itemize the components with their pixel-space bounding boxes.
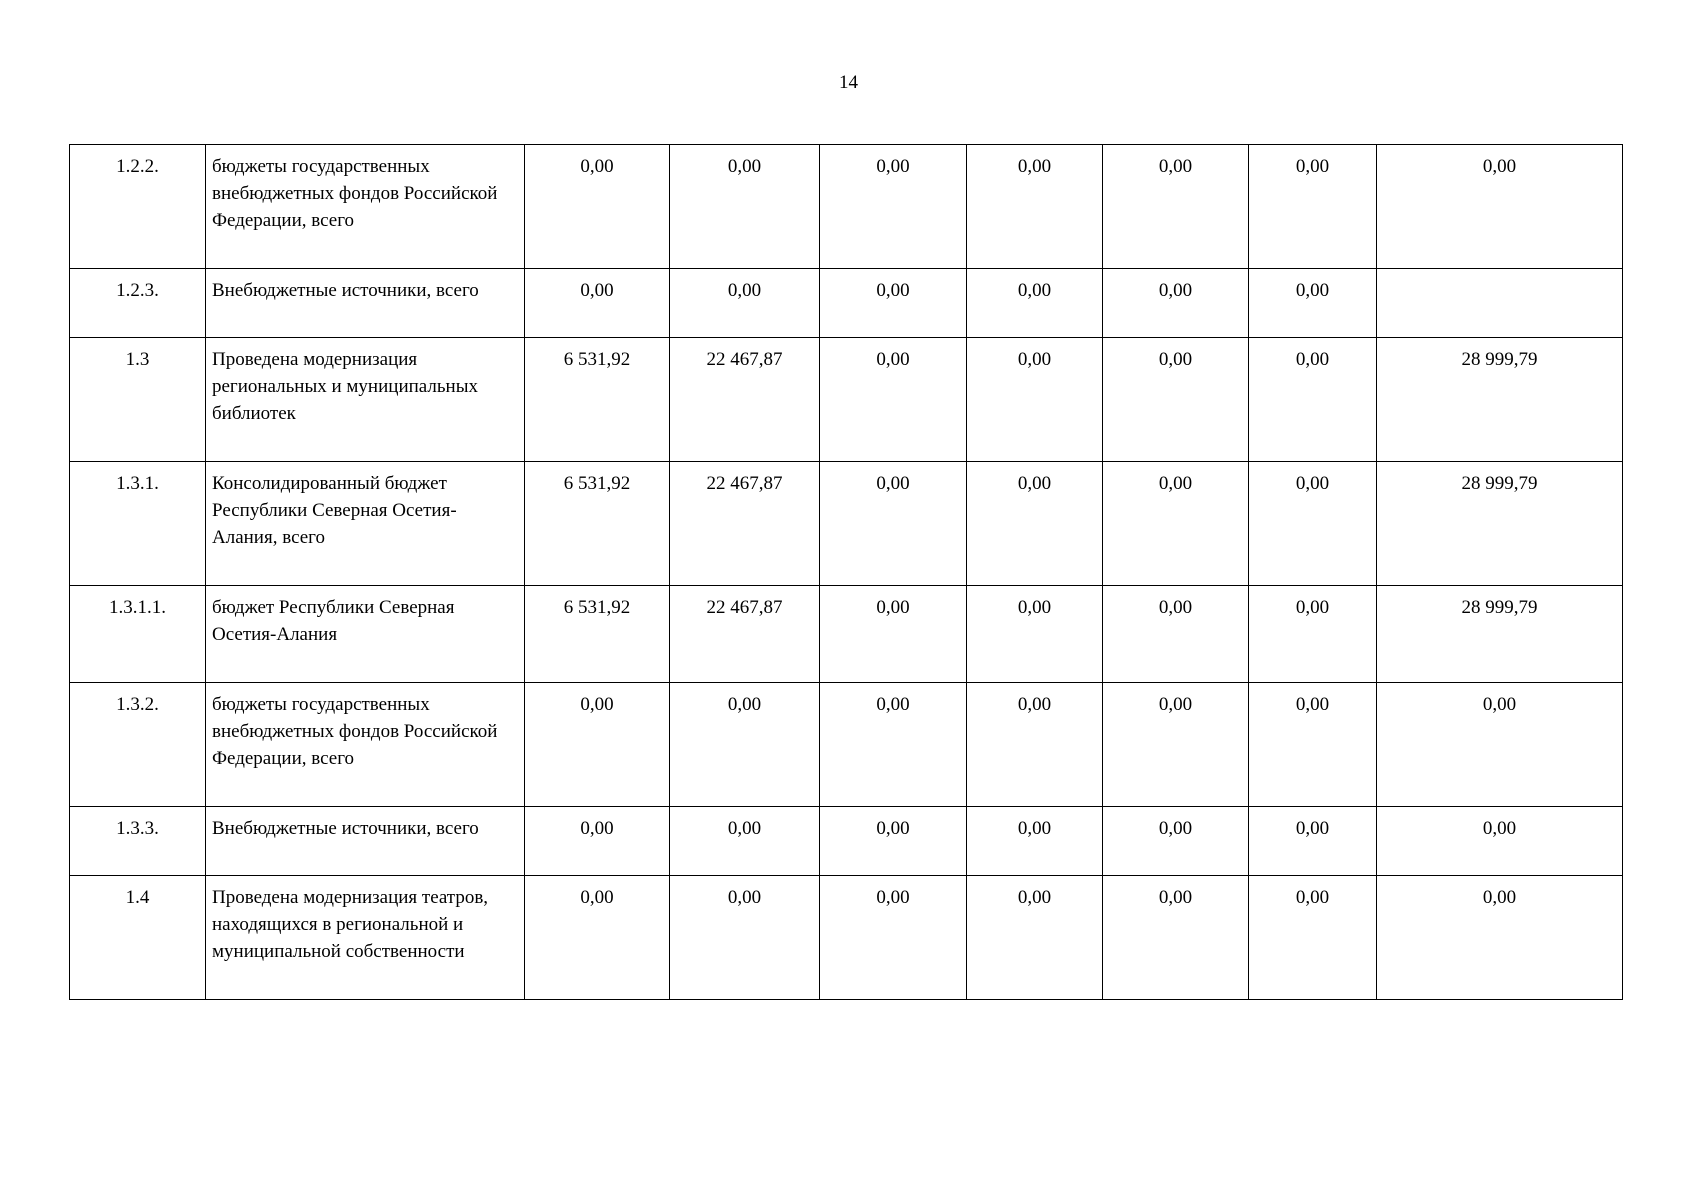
row-number: 1.3.2. — [70, 683, 206, 807]
value-cell: 0,00 — [967, 586, 1103, 683]
row-name: бюджеты государственных внебюджетных фондов Российской Федерации, всего — [206, 145, 525, 269]
row-number: 1.3.1.1. — [70, 586, 206, 683]
value-cell: 0,00 — [525, 876, 670, 1000]
row-number: 1.3 — [70, 338, 206, 462]
value-cell — [1377, 269, 1623, 338]
value-cell: 0,00 — [1249, 338, 1377, 462]
row-name: Проведена модернизация региональных и муниципальных библиотек — [206, 338, 525, 462]
value-cell: 0,00 — [967, 462, 1103, 586]
value-cell: 0,00 — [820, 683, 967, 807]
value-cell: 0,00 — [525, 269, 670, 338]
row-number: 1.2.3. — [70, 269, 206, 338]
value-cell: 0,00 — [967, 807, 1103, 876]
value-cell: 0,00 — [1103, 586, 1249, 683]
value-cell: 0,00 — [1103, 269, 1249, 338]
table-row — [70, 269, 1623, 338]
row-number: 1.3.1. — [70, 462, 206, 586]
value-cell: 28 999,79 — [1377, 462, 1623, 586]
value-cell: 0,00 — [1103, 876, 1249, 1000]
value-cell: 0,00 — [1249, 683, 1377, 807]
row-name: Проведена модернизация театров, находящихся в региональной и муниципальной собственности — [206, 876, 525, 1000]
value-cell: 0,00 — [670, 145, 820, 269]
value-cell: 0,00 — [525, 145, 670, 269]
value-cell: 0,00 — [525, 683, 670, 807]
value-cell: 0,00 — [1249, 462, 1377, 586]
row-number: 1.2.2. — [70, 145, 206, 269]
row-name: Внебюджетные источники, всего — [206, 269, 525, 338]
value-cell: 0,00 — [820, 145, 967, 269]
budget-table — [69, 144, 1623, 1000]
row-name: Консолидированный бюджет Республики Северная Осетия-Алания, всего — [206, 462, 525, 586]
value-cell: 0,00 — [525, 807, 670, 876]
value-cell: 0,00 — [820, 338, 967, 462]
table-row — [70, 338, 1623, 462]
value-cell: 0,00 — [820, 807, 967, 876]
value-cell: 28 999,79 — [1377, 338, 1623, 462]
value-cell: 0,00 — [1377, 145, 1623, 269]
value-cell: 0,00 — [1249, 269, 1377, 338]
value-cell: 0,00 — [967, 338, 1103, 462]
table-row — [70, 462, 1623, 586]
value-cell: 0,00 — [820, 876, 967, 1000]
value-cell: 6 531,92 — [525, 462, 670, 586]
value-cell: 0,00 — [1377, 876, 1623, 1000]
value-cell: 0,00 — [967, 683, 1103, 807]
value-cell: 6 531,92 — [525, 338, 670, 462]
value-cell: 6 531,92 — [525, 586, 670, 683]
row-name: Внебюджетные источники, всего — [206, 807, 525, 876]
value-cell: 0,00 — [670, 683, 820, 807]
table-row — [70, 876, 1623, 1000]
value-cell: 0,00 — [1103, 683, 1249, 807]
value-cell: 0,00 — [670, 876, 820, 1000]
value-cell: 0,00 — [1377, 683, 1623, 807]
value-cell: 0,00 — [967, 876, 1103, 1000]
row-number: 1.4 — [70, 876, 206, 1000]
value-cell: 0,00 — [1249, 586, 1377, 683]
value-cell: 0,00 — [1103, 338, 1249, 462]
row-number: 1.3.3. — [70, 807, 206, 876]
value-cell: 22 467,87 — [670, 338, 820, 462]
table-row — [70, 683, 1623, 807]
value-cell: 0,00 — [1377, 807, 1623, 876]
value-cell: 0,00 — [670, 807, 820, 876]
row-name: бюджет Республики Северная Осетия-Алания — [206, 586, 525, 683]
table-row — [70, 145, 1623, 269]
value-cell: 22 467,87 — [670, 586, 820, 683]
row-name: бюджеты государственных внебюджетных фондов Российской Федерации, всего — [206, 683, 525, 807]
value-cell: 0,00 — [820, 586, 967, 683]
value-cell: 0,00 — [820, 269, 967, 338]
table-row — [70, 807, 1623, 876]
value-cell: 0,00 — [1103, 807, 1249, 876]
value-cell: 0,00 — [670, 269, 820, 338]
value-cell: 0,00 — [1249, 876, 1377, 1000]
value-cell: 0,00 — [1103, 145, 1249, 269]
page-number: 14 — [839, 72, 858, 93]
value-cell: 0,00 — [967, 145, 1103, 269]
value-cell: 0,00 — [820, 462, 967, 586]
value-cell: 0,00 — [1249, 145, 1377, 269]
value-cell: 22 467,87 — [670, 462, 820, 586]
value-cell: 0,00 — [1249, 807, 1377, 876]
value-cell: 28 999,79 — [1377, 586, 1623, 683]
value-cell: 0,00 — [967, 269, 1103, 338]
table-row — [70, 586, 1623, 683]
value-cell: 0,00 — [1103, 462, 1249, 586]
